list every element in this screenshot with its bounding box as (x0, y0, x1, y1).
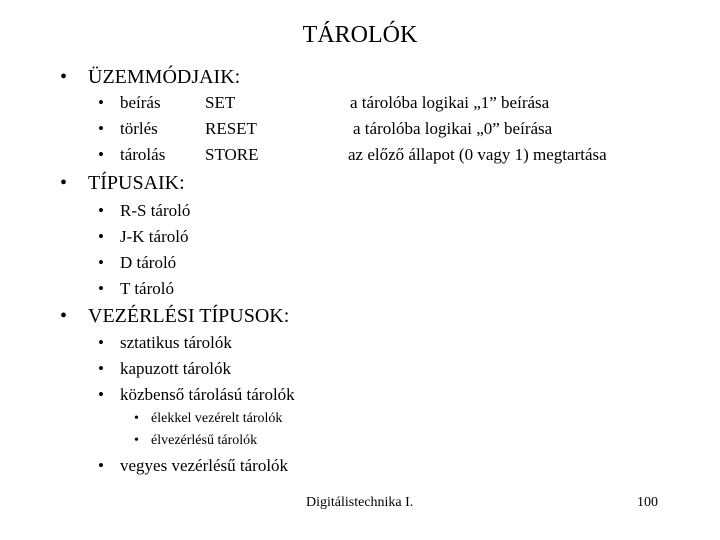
bullet-icon: • (98, 119, 104, 138)
bullet-icon: • (60, 66, 68, 88)
bullet-icon: • (98, 93, 104, 112)
control-subitem: élekkel vezérelt tárolók (151, 411, 283, 426)
bullet-icon: • (60, 172, 68, 194)
mode-description: a tárolóba logikai „1” beírása (350, 93, 550, 112)
bullet-icon: • (98, 456, 104, 475)
page-number: 100 (637, 495, 658, 510)
control-item: sztatikus tárolók (120, 333, 232, 352)
page-title: TÁROLÓK (302, 22, 418, 48)
mode-name: beírás (120, 93, 161, 112)
mode-code: RESET (205, 119, 257, 138)
type-item: D tároló (120, 253, 177, 272)
type-item: J-K tároló (120, 227, 189, 246)
mode-name: tárolás (120, 145, 166, 164)
mode-description: a tárolóba logikai „0” beírása (353, 119, 553, 138)
type-item: R-S tároló (120, 201, 191, 220)
bullet-icon: • (98, 145, 104, 164)
bullet-icon: • (134, 433, 139, 448)
control-subitem: élvezérlésű tárolók (151, 433, 258, 448)
bullet-icon: • (60, 305, 68, 327)
control-item: közbenső tárolású tárolók (120, 385, 295, 404)
types-heading: TÍPUSAIK: (88, 172, 185, 194)
mode-code: SET (205, 93, 236, 112)
control-item: kapuzott tárolók (120, 359, 231, 378)
bullet-icon: • (134, 411, 139, 426)
bullet-icon: • (98, 333, 104, 352)
bullet-icon: • (98, 385, 104, 404)
mode-name: törlés (120, 119, 158, 138)
mode-code: STORE (205, 145, 259, 164)
bullet-icon: • (98, 279, 104, 298)
mode-description: az előző állapot (0 vagy 1) megtartása (348, 145, 607, 164)
control-item: vegyes vezérlésű tárolók (120, 456, 289, 475)
bullet-icon: • (98, 253, 104, 272)
bullet-icon: • (98, 227, 104, 246)
footer-text: Digitálistechnika I. (306, 495, 414, 510)
type-item: T tároló (120, 279, 174, 298)
modes-heading: ÜZEMMÓDJAIK: (88, 66, 241, 88)
control-heading: VEZÉRLÉSI TÍPUSOK: (88, 305, 290, 327)
bullet-icon: • (98, 359, 104, 378)
bullet-icon: • (98, 201, 104, 220)
